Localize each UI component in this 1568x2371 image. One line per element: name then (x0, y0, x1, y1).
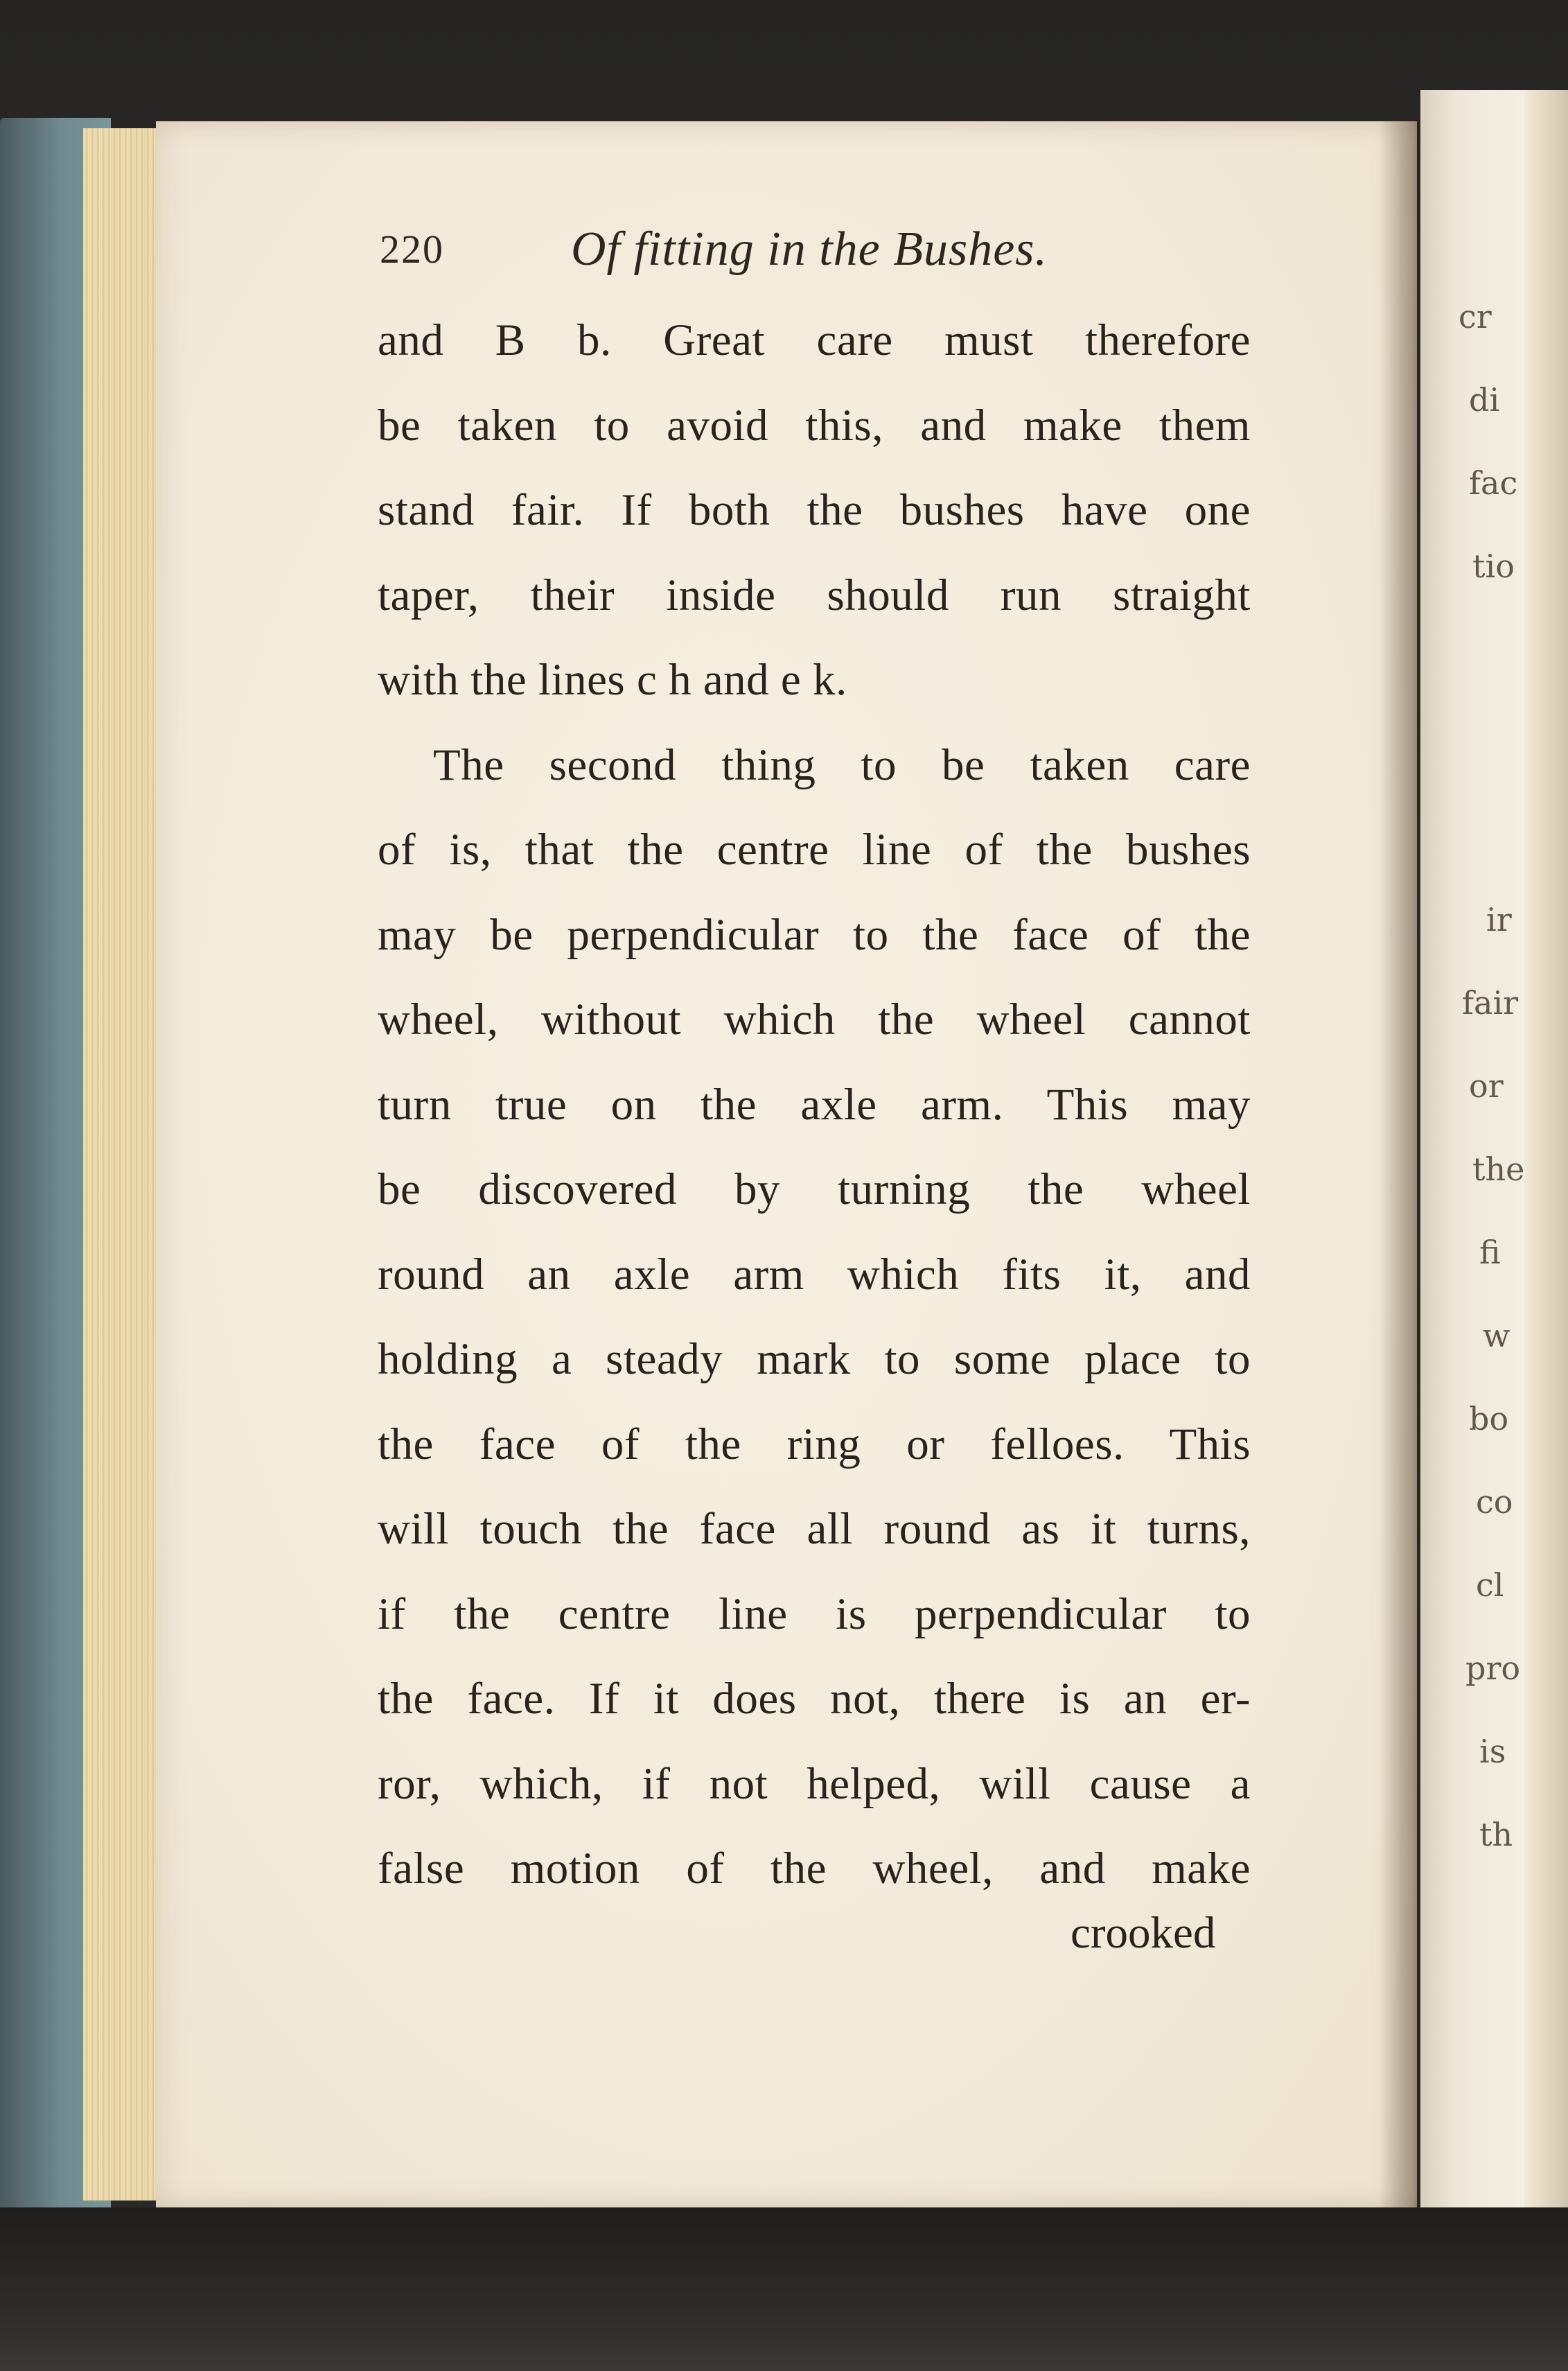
facing-fragment: tio (1472, 548, 1515, 585)
text-line: be taken to avoid this, and make them (378, 400, 1251, 450)
facing-fragment: di (1469, 381, 1500, 419)
text-line: if the centre line is perpendicular to (378, 1589, 1251, 1639)
text-line: and B b. Great care must therefore (378, 315, 1251, 365)
page-header (380, 222, 1246, 284)
background-surface (0, 2207, 1568, 2371)
facing-fragment: pro (1465, 1650, 1521, 1687)
page-number: 220 (380, 227, 444, 272)
facing-fragment: fi (1479, 1234, 1501, 1271)
facing-fragment: co (1476, 1483, 1513, 1521)
text-line: with the lines c h and e k. (378, 655, 847, 705)
text-line: taper, their inside should run straight (378, 570, 1251, 620)
facing-fragment: th (1479, 1816, 1513, 1853)
facing-fragment: fair (1462, 984, 1519, 1022)
text-line: will touch the face all round as it turns, (378, 1504, 1251, 1554)
facing-fragment: ir (1486, 901, 1512, 938)
text-line: ror, which, if not helped, will cause a (378, 1758, 1251, 1809)
facing-fragment: fac (1469, 464, 1518, 502)
running-head: Of fitting in the Bushes. (571, 222, 1048, 276)
body-text (378, 298, 1251, 1911)
catchword: crooked (1071, 1908, 1216, 1958)
facing-page-edge (1524, 90, 1568, 2273)
text-line: turn true on the axle arm. This may (378, 1079, 1251, 1130)
text-line: be discovered by turning the wheel (378, 1164, 1251, 1214)
text-line: false motion of the wheel, and make (378, 1844, 1251, 1893)
text-line: The second thing to be taken care (433, 740, 1251, 790)
page-edges (83, 128, 159, 2201)
facing-fragment: cr (1459, 298, 1492, 335)
text-line: holding a steady mark to some place to (378, 1334, 1251, 1384)
facing-fragment: or (1469, 1067, 1504, 1105)
text-line: round an axle arm which fits it, and (378, 1249, 1251, 1300)
text-line: the face of the ring or felloes. This (378, 1419, 1251, 1469)
facing-fragment: w (1483, 1317, 1510, 1354)
text-line: wheel, without which the wheel cannot (378, 995, 1251, 1044)
text-line: of is, that the centre line of the bushes (378, 825, 1251, 875)
text-line: the face. If it does not, there is an er- (378, 1674, 1251, 1724)
facing-fragment: is (1479, 1733, 1506, 1770)
text-line: stand fair. If both the bushes have one (378, 485, 1251, 535)
facing-fragment: the (1472, 1150, 1525, 1188)
facing-fragment: bo (1469, 1400, 1509, 1437)
text-line: may be perpendicular to the face of the (378, 909, 1251, 960)
facing-fragment: cl (1476, 1566, 1504, 1604)
